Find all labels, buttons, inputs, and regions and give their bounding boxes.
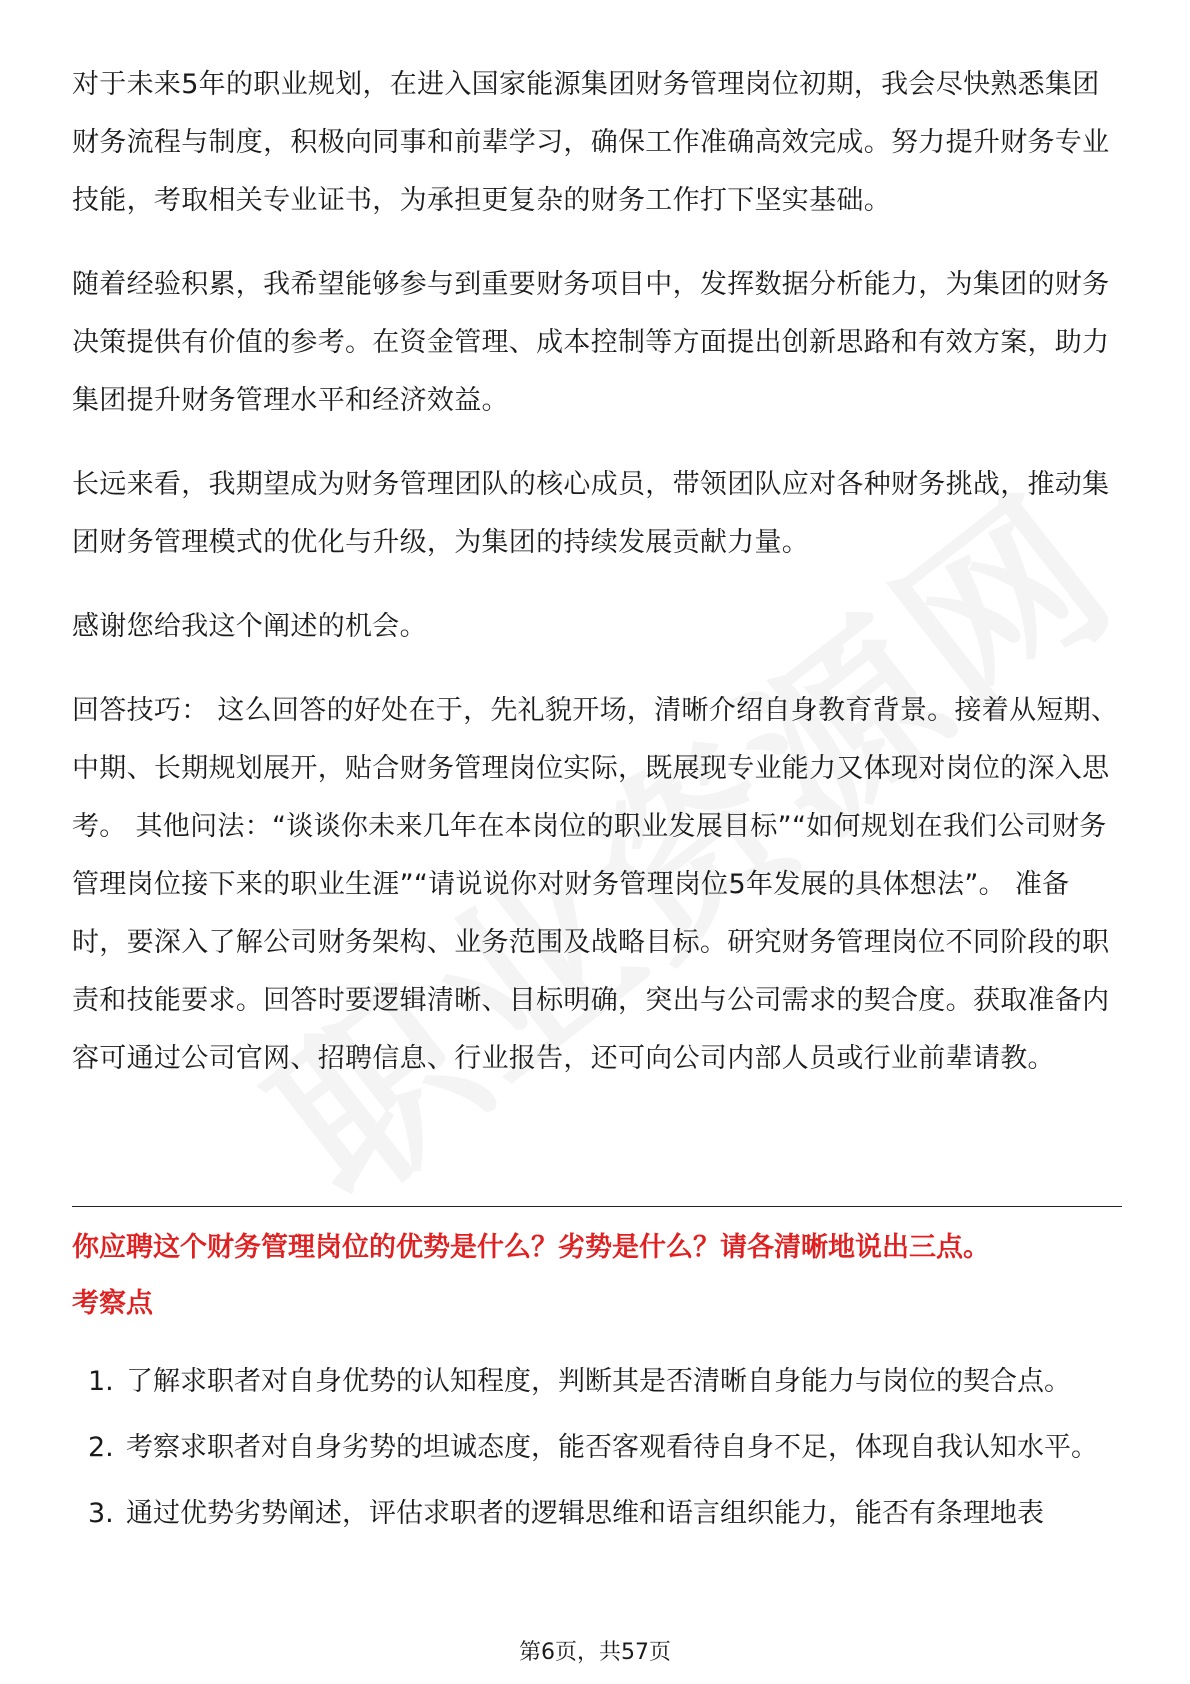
page-number-footer: 第6页，共57页 (519, 1640, 671, 1665)
assessment-points-list (72, 1352, 1122, 1550)
interview-question: 你应聘这个财务管理岗位的优势是什么？劣势是什么？请各清晰地说出三点。 (72, 1232, 990, 1263)
list-item-text: 考察求职者对自身劣势的坦诚态度，能否客观看待自身不足，体现自我认知水平。 (126, 1432, 1098, 1463)
list-item-text: 了解求职者对自身优势的认知程度，判断其是否清晰自身能力与岗位的契合点。 (126, 1366, 1071, 1397)
paragraph-mid-term-plan: 随着经验积累，我希望能够参与到重要财务项目中，发挥数据分析能力，为集团的财务决策提供有价值的参考。在资金管理、成本控制等方面提出创新思路和有效方案，助力集团提升财务管理水平和经济效益。 (72, 269, 1110, 416)
paragraph-answer-tips: 回答技巧： 这么回答的好处在于，先礼貌开场，清晰介绍自身教育背景。接着从短期、中期、长期规划展开，贴合财务管理岗位实际，既展现专业能力又体现对岗位的深入思考。 其他问法：“谈谈你未来几年在本岗位的职业发展目标”“如何规划在我们公司财务管理岗位接下来的职业生涯”“请说说你对财务管理岗位5年发展的具体想法”。 准备时，要深入了解公司财务架构、业务范围及战略目标。研究财务管理岗位不同阶段的职责和技能要求。回答时要逻辑清晰、目标明确，突出与公司需求的契合度。获取准备内容可通过公司官网、招聘信息、行业报告，还可向公司内部人员或行业前辈请教。 (72, 695, 1119, 1074)
paragraph-short-term-plan: 对于未来5年的职业规划，在进入国家能源集团财务管理岗位初期，我会尽快熟悉集团财务流程与制度，积极向同事和前辈学习，确保工作准确高效完成。努力提升财务专业技能，考取相关专业证书，为承担更复杂的财务工作打下坚实基础。 (72, 69, 1110, 216)
list-item-number: 3. (88, 1498, 114, 1529)
list-item-number: 1. (88, 1366, 114, 1397)
list-item (72, 1418, 1122, 1478)
answer-body (72, 56, 1122, 1114)
list-item (72, 1352, 1122, 1412)
section-heading-assessment-points: 考察点 (72, 1288, 153, 1319)
list-item (72, 1484, 1122, 1544)
paragraph-long-term-plan: 长远来看，我期望成为财务管理团队的核心成员，带领团队应对各种财务挑战，推动集团财务管理模式的优化与升级，为集团的持续发展贡献力量。 (72, 469, 1110, 558)
list-item-number: 2. (88, 1432, 114, 1463)
paragraph-thanks: 感谢您给我这个阐述的机会。 (72, 611, 427, 642)
list-item-text: 通过优势劣势阐述，评估求职者的逻辑思维和语言组织能力，能否有条理地表 (126, 1498, 1044, 1529)
section-divider (72, 1206, 1122, 1207)
